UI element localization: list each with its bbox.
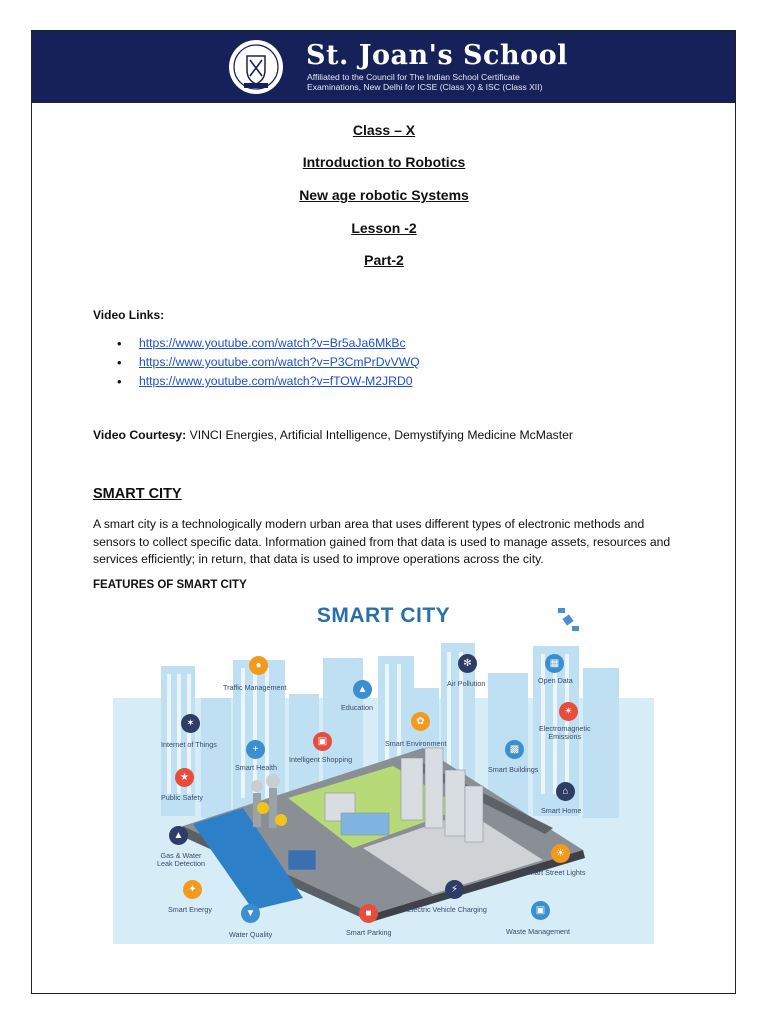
feature-intelligent-shopping: Intelligent Shopping — [289, 755, 353, 764]
feat-emf-line1: Electromagnetic — [539, 724, 591, 733]
feature-education: Education — [341, 703, 373, 712]
home-icon: ⌂ — [556, 782, 575, 801]
section-title: SMART CITY — [93, 486, 182, 502]
features-title: FEATURES OF SMART CITY — [93, 579, 247, 591]
list-item — [93, 334, 420, 353]
ev-plug-icon: ⚡ — [445, 880, 464, 899]
list-item — [93, 372, 420, 391]
feature-smart-environment: Smart Environment — [385, 739, 447, 748]
car-icon: ■ — [359, 904, 378, 923]
education-cap-icon: ▲ — [353, 680, 372, 699]
school-affiliation — [307, 72, 542, 92]
bulb-icon: ☀ — [551, 844, 570, 863]
smart-city-paragraph: A smart city is a technologically modern urban area that uses different types of electronic methods and sensors to collect specific data. Information gained from that data is used to manage assets, resources and services efficiently; in return, that data is used to improve operations across the city. — [93, 517, 671, 566]
shield-icon: ★ — [175, 768, 194, 787]
list-item — [93, 353, 420, 372]
trash-bin-icon: ▣ — [531, 901, 550, 920]
feature-smart-health: Smart Health — [235, 763, 277, 772]
feature-waste-management: Waste Management — [506, 927, 571, 936]
school-name: St. Joan's School — [306, 40, 568, 71]
class-heading: Class – X — [352, 122, 416, 138]
network-icon: ✶ — [181, 714, 200, 733]
smart-city-illustration — [113, 598, 654, 944]
feature-smart-energy: Smart Energy — [168, 905, 212, 914]
feature-electromagnetic-emissions — [539, 725, 591, 741]
traffic-camera-icon: ● — [249, 656, 268, 675]
courtesy-text: VINCI Energies, Artificial Intelligence, Demystifying Medicine McMaster — [186, 428, 573, 442]
wind-turbine-icon: ✦ — [183, 880, 202, 899]
flame-icon: ▲ — [169, 826, 188, 845]
part-heading: Part-2 — [364, 252, 404, 268]
building-icon: ▩ — [505, 740, 524, 759]
shopping-cart-icon: ▣ — [313, 732, 332, 751]
feature-smart-buildings: Smart Buildings — [488, 765, 539, 774]
feature-air-pollution: Air Pollution — [447, 679, 486, 688]
video-link-3[interactable]: https://www.youtube.com/watch?v=fTOW-M2JRD0 — [139, 374, 413, 388]
courtesy-label: Video Courtesy: — [93, 428, 187, 442]
medical-kit-icon: + — [246, 740, 265, 759]
fan-icon: ✻ — [458, 654, 477, 673]
subject-heading: Introduction to Robotics — [302, 154, 466, 170]
video-link-2[interactable]: https://www.youtube.com/watch?v=P3CmPrDvVWQ — [139, 355, 420, 369]
feat-gas-line1: Gas & Water — [160, 851, 202, 860]
video-links-list — [93, 334, 420, 391]
feature-open-data: Open Data — [538, 676, 573, 685]
school-crest-logo — [227, 38, 285, 96]
feature-water-quality: Water Quality — [229, 930, 273, 939]
topic-heading: New age robotic Systems — [299, 187, 469, 203]
video-link-1[interactable]: https://www.youtube.com/watch?v=Br5aJa6MkBc — [139, 336, 406, 350]
feature-internet-of-things: Internet of Things — [161, 740, 217, 749]
emf-tower-icon: ✴ — [559, 702, 578, 721]
feature-traffic-management: Traffic Management — [223, 683, 287, 692]
feature-smart-street-lights: Smart Street Lights — [524, 868, 586, 877]
feature-gas-water-leak — [157, 852, 205, 868]
open-data-icon: ▦ — [545, 654, 564, 673]
feat-gas-line2: Leak Detection — [157, 859, 205, 868]
feat-emf-line2: Emissions — [548, 732, 582, 741]
feature-smart-parking: Smart Parking — [346, 928, 392, 937]
feature-electric-vehicle-charging: Electric Vehicle Charging — [407, 905, 487, 914]
video-links-label: Video Links: — [93, 308, 165, 322]
feature-public-safety: Public Safety — [161, 793, 203, 802]
water-tap-icon: ▼ — [241, 904, 260, 923]
video-courtesy — [93, 428, 573, 442]
leaf-icon: ✿ — [411, 712, 430, 731]
illustration-title: SMART CITY — [316, 604, 451, 627]
affiliation-line-2: Examinations, New Delhi for ICSE (Class X) & ISC (Class XII) — [307, 82, 543, 92]
lesson-heading: Lesson -2 — [351, 220, 417, 236]
affiliation-line-1: Affiliated to the Council for The Indian School Certificate — [307, 72, 520, 82]
feature-smart-home: Smart Home — [541, 806, 582, 815]
